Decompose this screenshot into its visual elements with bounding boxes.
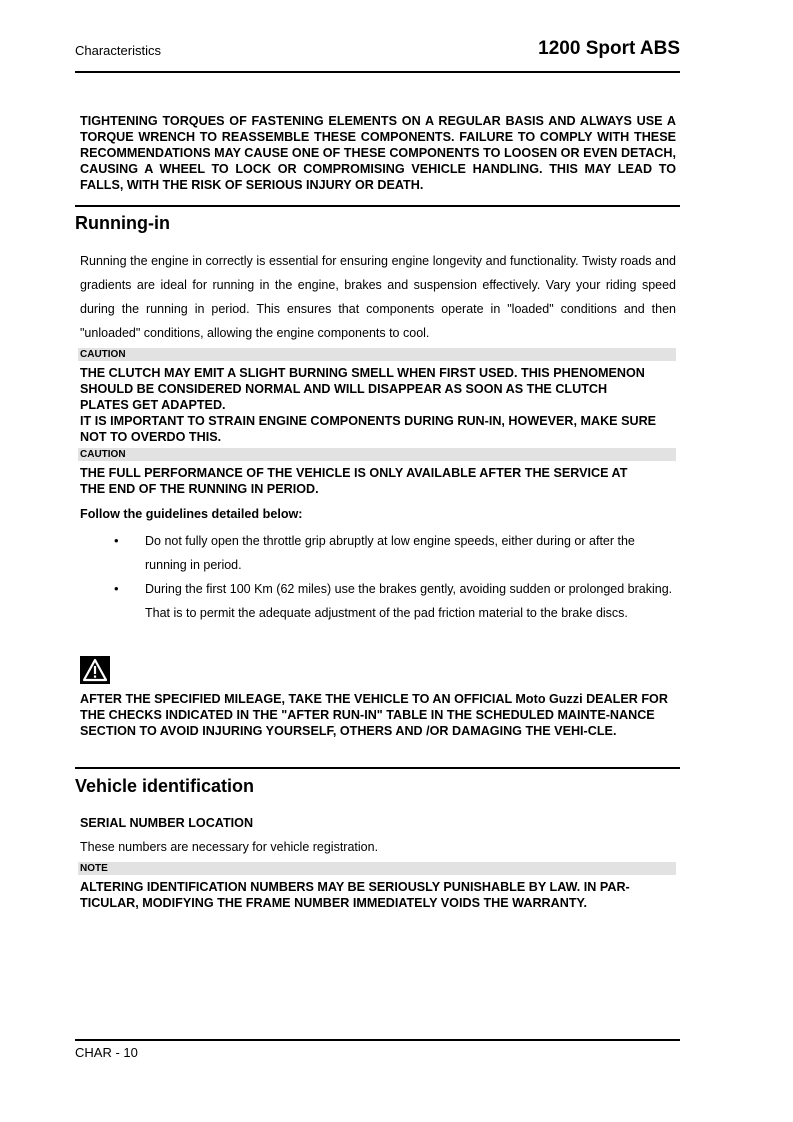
header-section-label: Characteristics bbox=[75, 43, 161, 58]
after-run-in-warning: AFTER THE SPECIFIED MILEAGE, TAKE THE VEHICLE TO AN OFFICIAL Moto Guzzi DEALER FOR THE CHECKS INDICATED IN THE "AFTER RUN-IN" TABLE IN THE SCHEDULED MAINTE-NANCE SECTION TO AVOID INJURING YOURSELF, OTHERS AND /OR DAMAGING THE VEHI-CLE. bbox=[80, 692, 668, 738]
footer-divider bbox=[75, 1039, 680, 1041]
note-text: ALTERING IDENTIFICATION NUMBERS MAY BE SERIOUSLY PUNISHABLE BY LAW. IN PAR-TICULAR, MODIFYING THE FRAME NUMBER IMMEDIATELY VOIDS THE WARRANTY. bbox=[80, 880, 630, 910]
intro-warning-text: TIGHTENING TORQUES OF FASTENING ELEMENTS ON A REGULAR BASIS AND ALWAYS USE A TORQUE WRENCH TO REASSEMBLE THESE COMPONENTS. FAILURE TO COMPLY WITH THESE RECOMMENDATIONS MAY CAUSE ONE OF THESE COMPONENTS TO LOOSEN OR EVEN DETACH, CAUSING A WHEEL TO LOCK OR COMPROMISING VEHICLE HANDLING. THIS MAY LEAD TO FALLS, WITH THE RISK OF SERIOUS INJURY OR DEATH. bbox=[80, 114, 676, 192]
footer-page-label: CHAR - 10 bbox=[75, 1045, 138, 1060]
bullet-icon: • bbox=[114, 581, 119, 596]
caution-line: IT IS IMPORTANT TO STRAIN ENGINE COMPONENTS DURING RUN-IN, HOWEVER, MAKE SURE bbox=[80, 414, 657, 428]
caution-line: THE FULL PERFORMANCE OF THE VEHICLE IS ONLY AVAILABLE AFTER THE SERVICE AT bbox=[80, 466, 628, 480]
bullet-item: During the first 100 Km (62 miles) use the brakes gently, avoiding sudden or prolonged braking. That is to permit the adequate adjustment of the pad friction material to the brake discs. bbox=[145, 582, 673, 620]
bullet-item: Do not fully open the throttle grip abruptly at low engine speeds, either during or after the running in period. bbox=[145, 534, 635, 572]
caution-label: CAUTION bbox=[78, 448, 676, 461]
header-divider bbox=[75, 71, 680, 73]
warning-triangle-icon bbox=[80, 656, 110, 684]
caution-line: SHOULD BE CONSIDERED NORMAL AND WILL DISAPPEAR AS SOON AS THE CLUTCH bbox=[80, 382, 608, 396]
section-divider bbox=[75, 767, 680, 769]
section-divider bbox=[75, 205, 680, 207]
note-label: NOTE bbox=[78, 862, 676, 875]
section-title-running-in: Running-in bbox=[75, 213, 170, 233]
guidelines-heading: Follow the guidelines detailed below: bbox=[80, 507, 303, 521]
caution-line: THE END OF THE RUNNING IN PERIOD. bbox=[80, 482, 319, 496]
caution-line: PLATES GET ADAPTED. bbox=[80, 398, 226, 412]
section-title-vehicle-identification: Vehicle identification bbox=[75, 776, 255, 796]
header-model-title: 1200 Sport ABS bbox=[538, 38, 680, 59]
caution-line: THE CLUTCH MAY EMIT A SLIGHT BURNING SMELL WHEN FIRST USED. THIS PHENOMENON bbox=[80, 366, 645, 380]
serial-number-subheading: SERIAL NUMBER LOCATION bbox=[80, 816, 254, 830]
caution-label: CAUTION bbox=[78, 348, 676, 361]
caution-line: NOT TO OVERDO THIS. bbox=[80, 430, 222, 444]
vehicle-identification-paragraph: These numbers are necessary for vehicle registration. bbox=[80, 840, 379, 854]
running-in-paragraph: Running the engine in correctly is essential for ensuring engine longevity and functionality. Twisty roads and gradients are ideal for running in the engine, brakes and suspension effectively. Vary your riding speed during the running in period. This ensures that components operate in "loaded" conditions and then "unloaded" conditions, allowing the engine components to cool. bbox=[80, 254, 676, 340]
bullet-icon: • bbox=[114, 533, 119, 548]
